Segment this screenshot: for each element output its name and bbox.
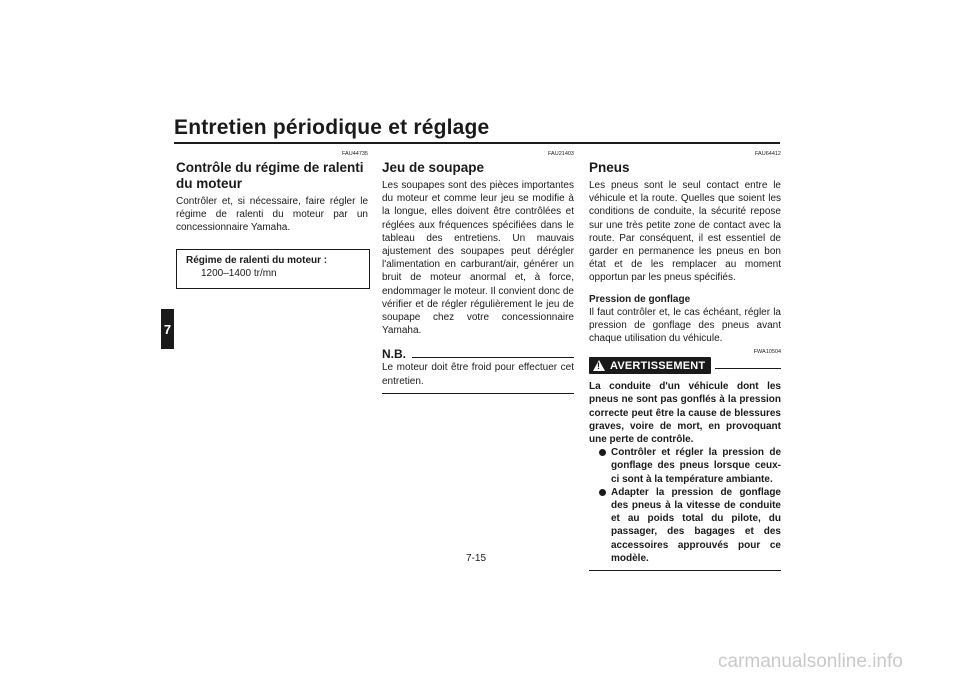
warning-rule [715, 368, 781, 369]
warning-header [589, 357, 781, 374]
idle-speed-body: Contrôler et, si nécessaire, faire régler le régime de ralenti du moteur par un concessionnaire Yamaha. [176, 196, 368, 234]
note-end-rule [382, 393, 574, 394]
spec-value: 1200–1400 tr/mn [201, 267, 277, 279]
valve-clearance-body: Les soupapes sont des pièces importantes du moteur et comme leur jeu se modifie à la longue, elles doivent être contrôlées et réglées aux fréquences spécifiées dans le tableau des entretiens. Un mauvais ajustement des soupapes peut dérégler l'alimentation en carburant/air, générer un bruit de moteur anormal et, à force, endommager le moteur. Il convient donc de vérifier et de régler régulièrement le jeu de soupape chez votre concessionnaire Yamaha. [382, 180, 574, 337]
section-title-valve-clearance: Jeu de soupape [382, 160, 485, 175]
section-code: FAU44735 [342, 151, 368, 157]
page-header-title: Entretien périodique et réglage [174, 116, 490, 139]
note-rule [412, 357, 574, 358]
list-item: Contrôler et régler la pression de gonflage des pneus lorsque ceux-ci sont à la température ambiante. [589, 446, 781, 486]
note-title: N.B. [382, 347, 406, 362]
chapter-tab: 7 [161, 309, 174, 349]
warning-text: La conduite d'un véhicule dont les pneus ne sont pas gonflés à la pression correcte peut être la cause de blessures graves, voire de mort, en provoquant une perte de contrôle. [589, 381, 781, 446]
tire-pressure-body: Il faut contrôler et, le cas échéant, régler la pression de gonflage des pneus avant chaque utilisation du véhicule. [589, 306, 781, 345]
header-rule [174, 142, 780, 144]
warning-badge [589, 357, 711, 374]
bullet-icon [599, 489, 606, 496]
warning-code: FWA10504 [753, 349, 781, 356]
note-text: Le moteur doit être froid pour effectuer cet entretien. [382, 362, 574, 387]
note-header [382, 347, 574, 361]
page-number: 7-15 [466, 553, 487, 564]
tire-pressure-heading: Pression de gonflage [589, 293, 691, 305]
section-title-idle-speed: Contrôle du régime de ralenti du moteur [176, 160, 364, 191]
column-valve-clearance [382, 150, 574, 394]
section-code: FAU64412 [755, 151, 781, 157]
watermark: carmanualsonline.info [718, 651, 903, 672]
column-idle-speed [176, 150, 368, 289]
section-title-tires: Pneus [589, 160, 630, 175]
warning-bullet-list [589, 446, 781, 565]
section-code: FAU21403 [548, 151, 574, 157]
list-item: Adapter la pression de gonflage des pneus à la vitesse de conduite et au poids total du pilote, du passager, des bagages et des accessoires approuvés pour ce modèle. [589, 486, 781, 565]
warning-end-rule [589, 570, 781, 571]
bullet-icon [599, 449, 606, 456]
warning-triangle-icon: ! [593, 360, 605, 371]
spec-label: Régime de ralenti du moteur : [186, 254, 328, 266]
idle-speed-spec-box [176, 249, 370, 289]
warning-label: AVERTISSEMENT [610, 359, 706, 372]
column-tires [589, 150, 781, 571]
tires-body: Les pneus sont le seul contact entre le véhicule et la route. Quelles que soient les conditions de conduite, la sécurité repose sur une très petite zone de contact avec la route. Par conséquent, il est essentiel de garder en permanence les pneus en bon état et de les remplacer au moment opportun par les pneus spécifiés. [589, 180, 781, 284]
